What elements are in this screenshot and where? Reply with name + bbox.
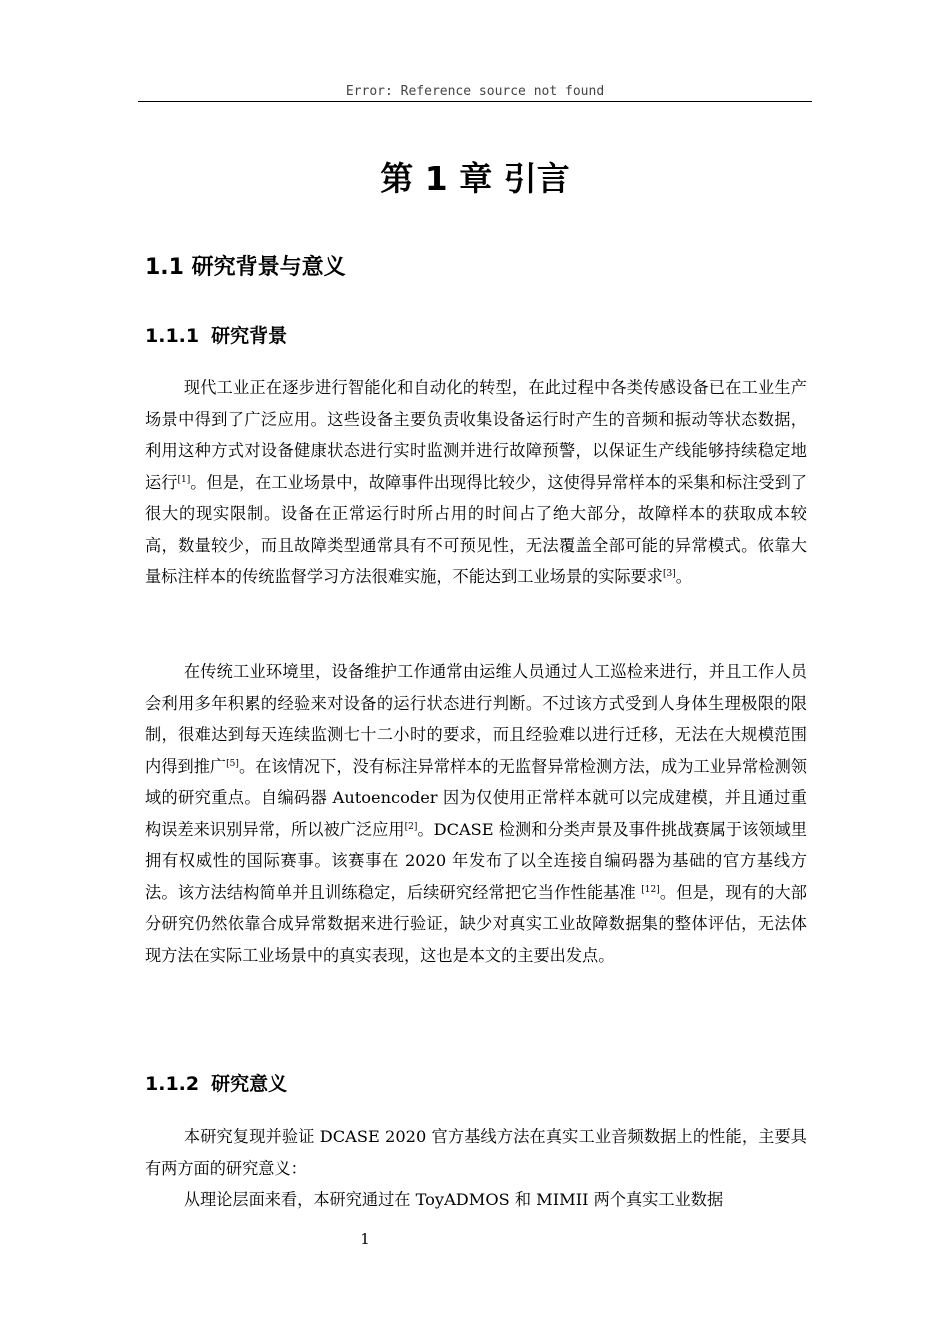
paragraph-text: 在传统工业环境里，设备维护工作通常由运维人员通过人工巡检来进行，并且工作人员会利用多年积累的经验来对设备的运行状态进行判断。不过该方式受到人身体生理极限的限制，很难达到每天连续监测七十二小时的要求，而且经验难以进行迁移，无法在大规模范围内得到推广 — [145, 662, 807, 776]
paragraph — [145, 372, 807, 593]
paragraph-text: 现代工业正在逐步进行智能化和自动化的转型，在此过程中各类传感设备已在工业生产场景中得到了广泛应用。这些设备主要负责收集设备运行时产生的音频和振动等状态数据，利用这种方式对设备健康状态进行实时监测并进行故障预警，以保证生产线能够持续稳定地运行 — [145, 378, 807, 492]
paragraph-text: 。但是，现有的大部分研究仍然依靠合成异常数据来进行验证，缺少对真实工业故障数据集的整体评估，无法体现方法在实际工业场景中的真实表现，这也是本文的主要出发点。 — [145, 882, 807, 965]
subsection-number: 1.1.1 — [145, 325, 200, 347]
subsection-title: 研究背景 — [211, 325, 288, 347]
paragraph-text: 。在该情况下，没有标注异常样本的无监督异常检测方法，成为工业异常检测领域的研究重点。自编码器 Autoencoder 因为仅使用正常样本就可以完成建模，并且通过重构误差来识别异常，所以被广泛应用 — [145, 756, 807, 839]
paragraph — [145, 1184, 807, 1216]
paragraph — [145, 1121, 807, 1184]
paragraph-text: 从理论层面来看，本研究通过在 ToyADMOS 和 MIMII 两个真实工业数据 — [183, 1190, 724, 1209]
paragraph — [145, 656, 807, 971]
citation-ref: [12] — [641, 884, 660, 895]
section-heading: 1.1 研究背景与意义 — [145, 255, 346, 280]
paragraph-text: 。但是，在工业场景中，故障事件出现得比较少，这使得异常样本的采集和标注受到了很大的现实限制。设备在正常运行时所占用的时间占了绝大部分，故障样本的获取成本较高，数量较少，而且故障类型通常具有不可预见性，无法覆盖全部可能的异常模式。依靠大量标注样本的传统监督学习方法很难实施，不能达到工业场景的实际要求 — [145, 472, 808, 586]
paragraph-text: 本研究复现并验证 DCASE 2020 官方基线方法在真实工业音频数据上的性能，主要具有两方面的研究意义： — [145, 1127, 807, 1178]
citation-ref: [1] — [177, 474, 191, 485]
subsection-number: 1.1.2 — [145, 1073, 200, 1095]
citation-ref: [3] — [663, 569, 676, 579]
chapter-title: 第 1 章 引言 — [380, 159, 570, 198]
paragraph-text: 。DCASE 检测和分类声景及事件挑战赛属于该领域里拥有权威性的国际赛事。该赛事在 2020 年发布了以全连接自编码器为基础的官方基线方法。该方法结构简单并且训练稳定，后续研究经常把它当作性能基准 — [145, 819, 808, 902]
citation-ref: [5] — [226, 758, 239, 769]
citation-ref: [2] — [404, 821, 418, 832]
subsection-title: 研究意义 — [211, 1073, 288, 1095]
subsection-heading — [145, 1070, 287, 1098]
subsection-heading — [145, 322, 287, 350]
header-rule — [138, 101, 812, 102]
page-number: 1 — [360, 1230, 370, 1248]
paragraph-text: 。 — [675, 567, 692, 586]
running-header: Error: Reference source not found — [345, 84, 605, 99]
